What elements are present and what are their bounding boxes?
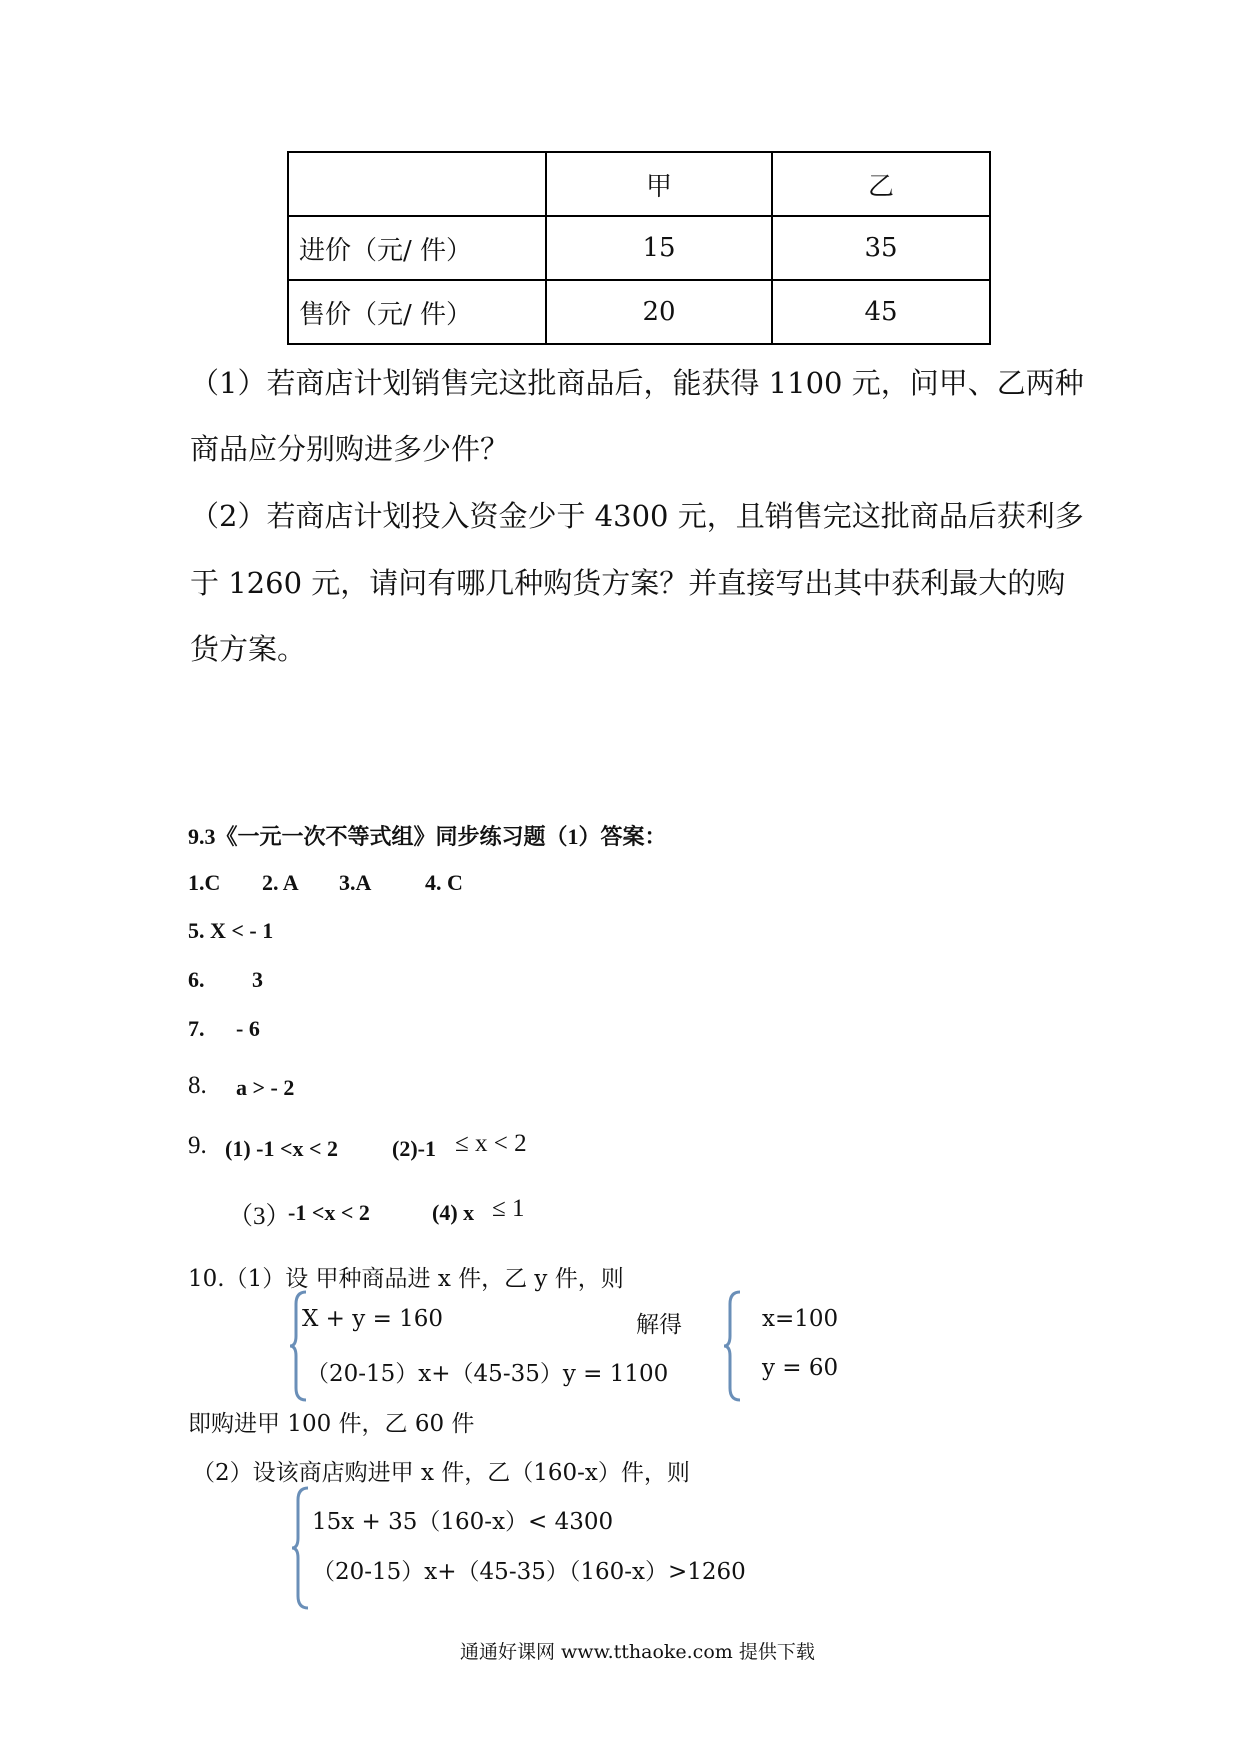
table-row-label: 进价（元/ 件） — [288, 216, 546, 280]
table-header-row — [288, 152, 990, 216]
equation-1: X + y = 160 — [302, 1306, 444, 1332]
table-cell: 20 — [546, 280, 772, 344]
answer-4: 4. C — [425, 870, 463, 895]
answer-6-number: 6. — [188, 967, 205, 992]
solution-10-intro: 10.（1）设 甲种商品进 x 件，乙 y 件，则 — [188, 1266, 624, 1292]
solution-conclusion: 即购进甲 100 件，乙 60 件 — [188, 1411, 475, 1437]
answer-9-part-3-number: （3） — [228, 1203, 291, 1230]
price-table — [287, 151, 991, 345]
answer-6-value: 3 — [252, 967, 263, 992]
solution-part-2-intro: （2）设该商店购进甲 x 件，乙（160-x）件，则 — [192, 1460, 690, 1486]
answer-7-value: - 6 — [236, 1016, 260, 1041]
answer-9-part-1: (1) -1 <x < 2 — [225, 1136, 339, 1161]
answer-5: 5. X < - 1 — [188, 918, 274, 943]
answer-9-part-4-rest: ≤ 1 — [492, 1195, 525, 1222]
question-1-line-1: （1）若商店计划销售完这批商品后，能获得 1100 元，问甲、乙两种 — [190, 366, 1084, 400]
question-1-line-2: 商品应分别购进多少件？ — [190, 432, 510, 466]
question-2-line-1: （2）若商店计划投入资金少于 4300 元，且销售完这批商品后获利多 — [190, 499, 1084, 533]
result-y: y = 60 — [762, 1355, 839, 1381]
answer-2: 2. A — [262, 870, 299, 895]
answers-title: 9.3《一元一次不等式组》同步练习题（1）答案： — [188, 824, 667, 849]
table-cell: 15 — [546, 216, 772, 280]
equation-2: （20-15）x+（45-35）y = 1100 — [306, 1361, 669, 1387]
question-2-line-3: 货方案。 — [190, 632, 307, 666]
question-2-line-2: 于 1260 元，请问有哪几种购货方案？并直接写出其中获利最大的购 — [190, 566, 1066, 600]
table-row — [288, 216, 990, 280]
table-header-cell: 乙 — [772, 152, 990, 216]
table-header-cell — [288, 152, 546, 216]
solved-label: 解得 — [636, 1312, 682, 1338]
table-row — [288, 280, 990, 344]
table-row-label: 售价（元/ 件） — [288, 280, 546, 344]
answer-1: 1.C — [188, 870, 221, 895]
inequality-2: （20-15）x+（45-35）（160-x）>1260 — [312, 1559, 746, 1585]
answer-9-part-2-rest: ≤ x < 2 — [455, 1130, 527, 1157]
answer-9-part-4: (4) x — [432, 1200, 475, 1225]
answer-3: 3.A — [339, 870, 372, 895]
answer-9-number: 9. — [188, 1132, 207, 1159]
answer-9-part-2: (2)-1 — [392, 1136, 436, 1161]
table-cell: 45 — [772, 280, 990, 344]
answer-9-part-3: -1 <x < 2 — [288, 1200, 370, 1225]
inequality-1: 15x + 35（160-x）< 4300 — [312, 1509, 614, 1535]
left-brace-icon — [722, 1290, 744, 1402]
table-header-cell: 甲 — [546, 152, 772, 216]
table-cell: 35 — [772, 216, 990, 280]
answer-8-number: 8. — [188, 1072, 207, 1099]
answer-7-number: 7. — [188, 1016, 205, 1041]
result-x: x=100 — [762, 1306, 839, 1332]
left-brace-icon — [290, 1486, 312, 1610]
answer-8-value: a > - 2 — [236, 1075, 295, 1100]
page-footer: 通通好课网 www.tthaoke.com 提供下载 — [460, 1641, 815, 1663]
